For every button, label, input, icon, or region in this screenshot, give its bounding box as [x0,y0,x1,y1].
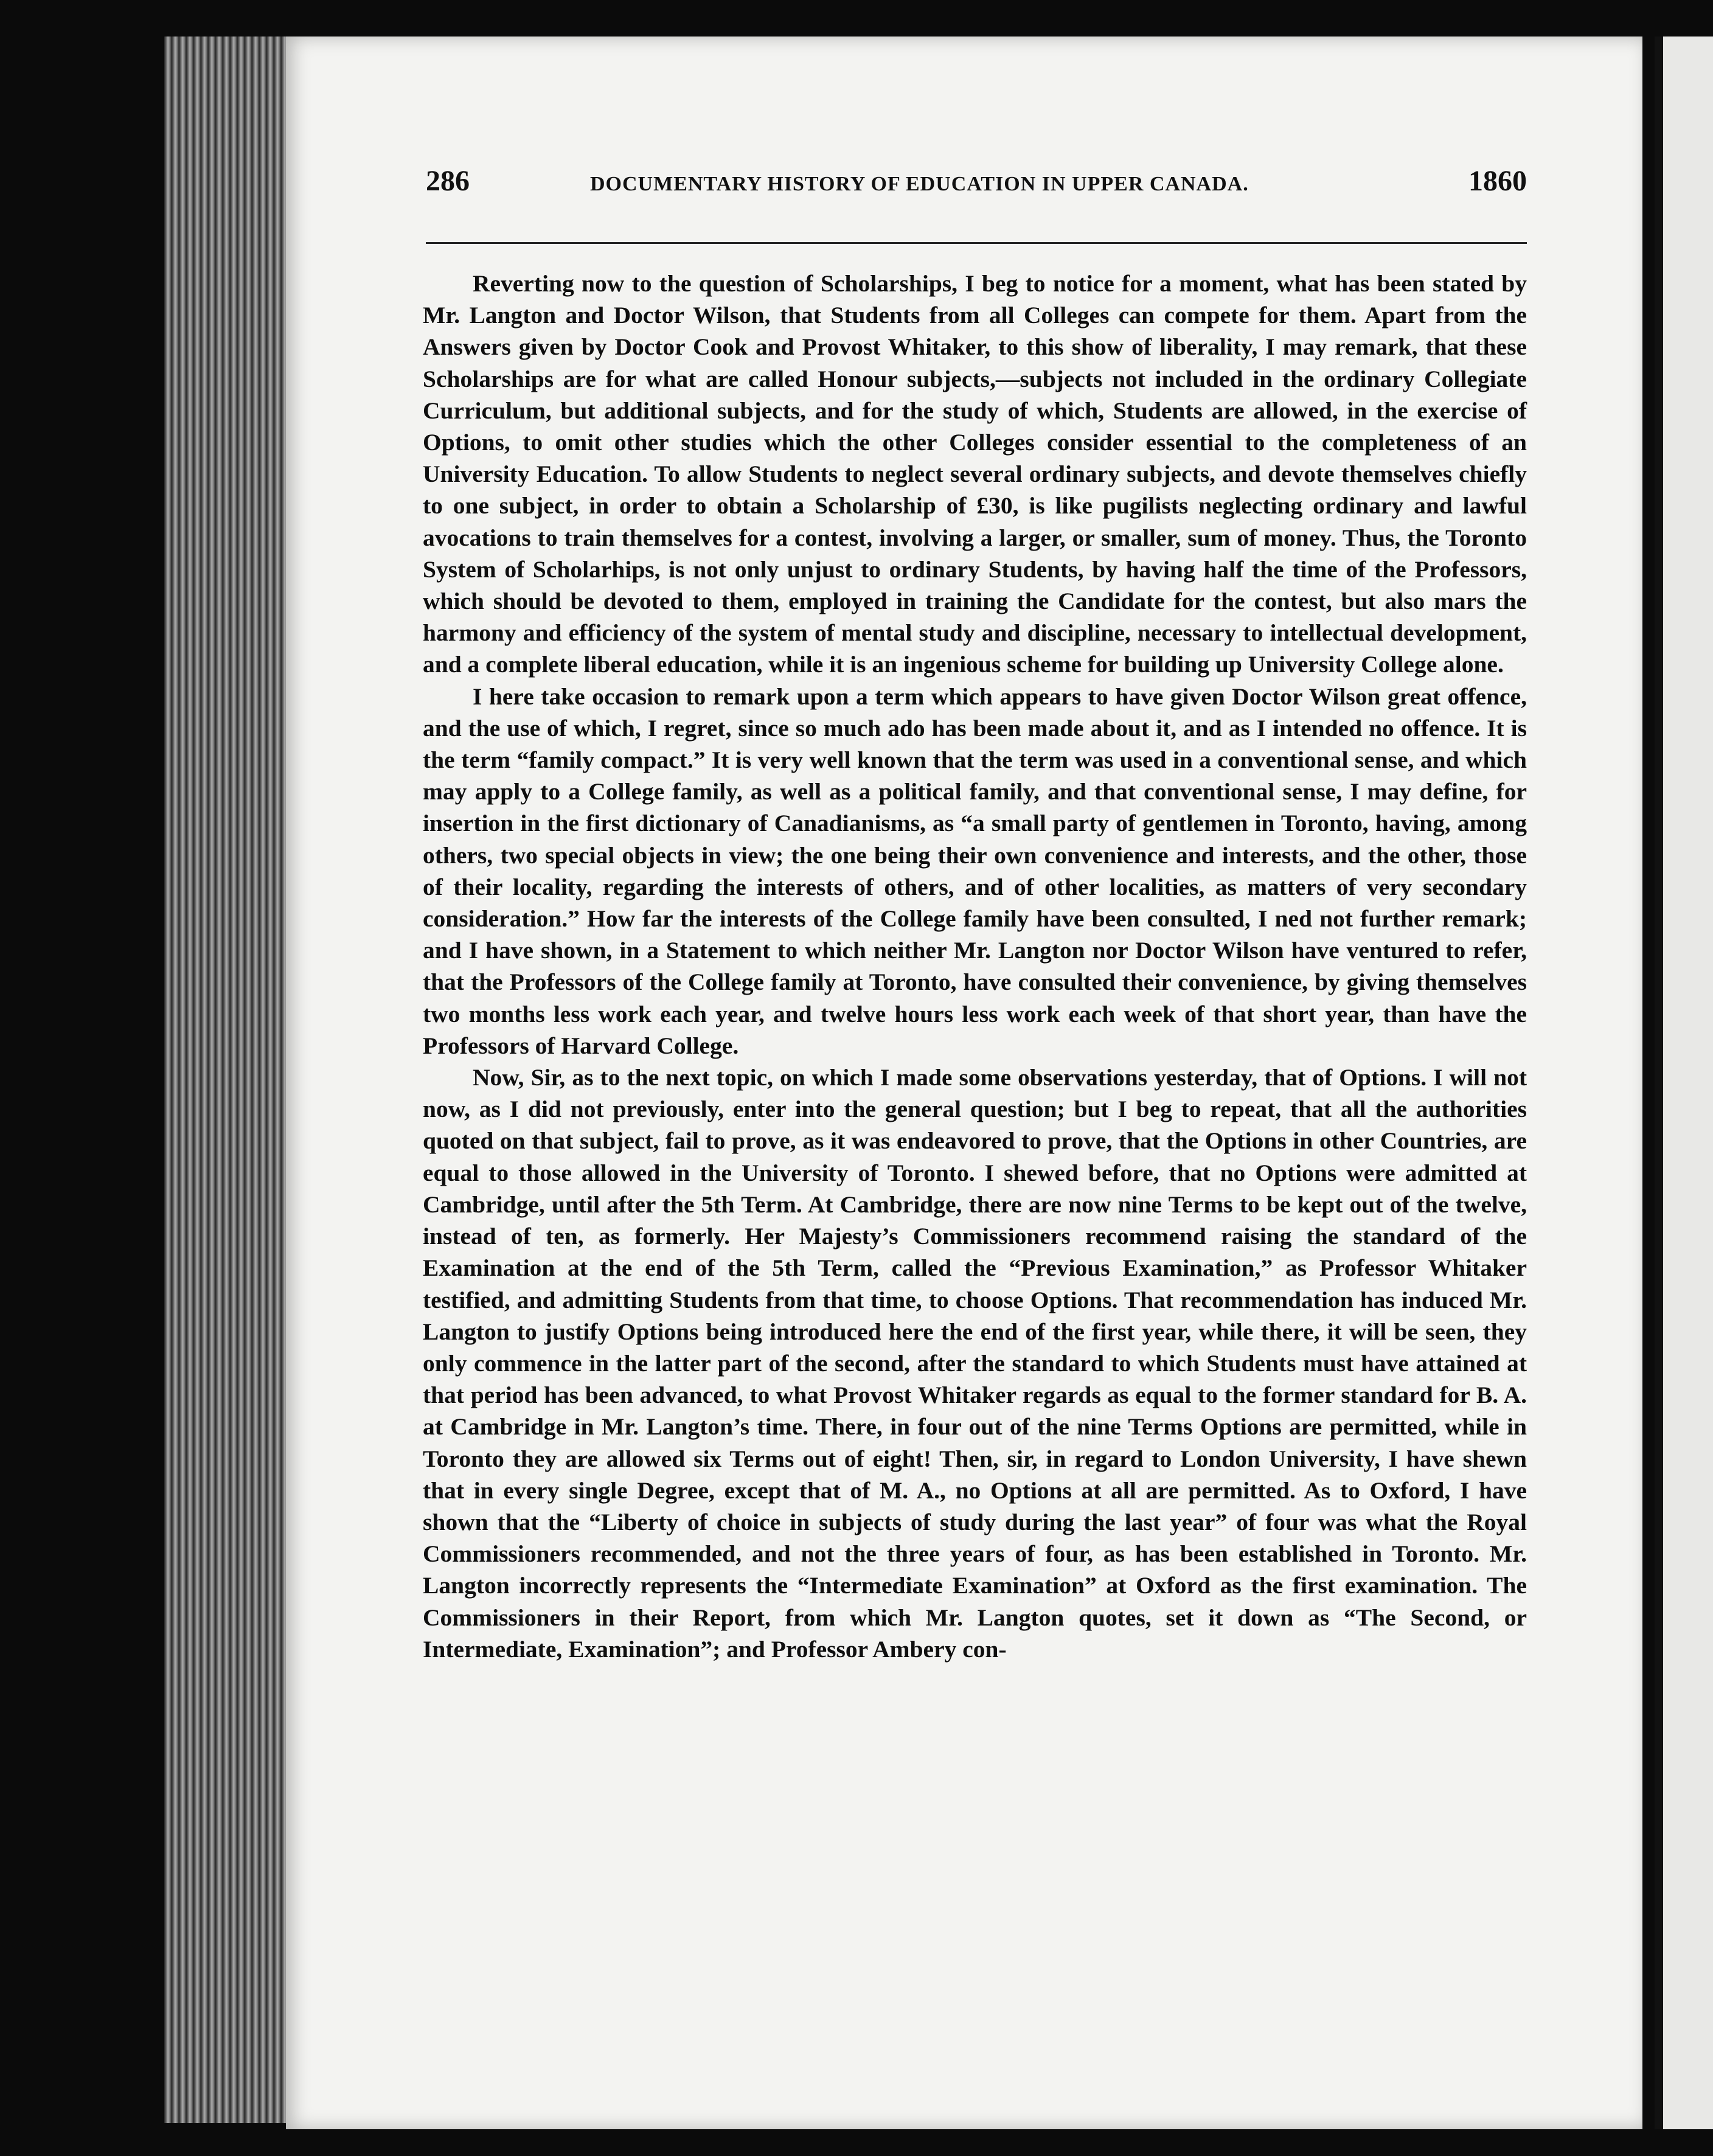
paragraph-family-compact: I here take occasion to remark upon a term which appears to have given Doctor Wilson great offence, and the use of which, I regret, since so much ado has been made about it, and as I intended no offence. It is the term “family compact.” It is very well known that the term was used in a conventional sense, and which may apply to a College family, as well as a political family, and that conventional sense, I may define, for insertion in the first dictionary of Canadianisms, as “a small party of gentlemen in Toronto, having, among others, two special objects in view; the one being their own convenience and interests, and the other, those of their locality, regarding the interests of others, and of other localities, as matters of very secondary consideration.” How far the interests of the College family have been consulted, I ned not further remark; and I have shown, in a Statement to which neither Mr. Langton nor Doctor Wilson have ventured to refer, that the Professors of the College family at Toronto, have consulted their convenience, by giving themselves two months less work each year, and twelve hours less work each week of that short year, than have the Professors of Harvard College. [423,683,1527,1059]
facing-page-edge [1655,37,1713,2129]
page-number: 286 [426,165,470,197]
paragraph-scholarships: Reverting now to the question of Scholarships, I beg to notice for a moment, what has been stated by Mr. Langton and Doctor Wilson, that Students from all Colleges can compete for them. Apart from the Answers given by Doctor Cook and Provost Whitaker, to this show of liberality, I may remark, that these Scholarships are for what are called Honour subjects,—subjects not included in the ordinary Collegiate Curriculum, but additional subjects, and for the study of which, Students are allowed, in the exercise of Options, to omit other studies which the other Colleges consider essential to the completeness of an University Education. To allow Students to neglect several ordinary subjects, and devote themselves chiefly to one subject, in order to obtain a Scholarship of £30, is like pugilists neglecting ordinary and lawful avocations to train themselves for a contest, involving a larger, or smaller, sum of money. Thus, the Toronto System of Scholarhips, is not only unjust to ordinary Students, by having half the time of the Professors, which should be devoted to them, employed in training the Candidate for the contest, but also mars the harmony and efficiency of the system of mental study and discipline, necessary to intellectual development, and a complete liberal education, while it is an ingenious scheme for building up University College alone. [423,270,1527,678]
header-year: 1860 [1468,165,1527,197]
header-rule [426,242,1527,244]
body-text [423,268,1527,1665]
running-header [426,152,1527,207]
running-title: DOCUMENTARY HISTORY OF EDUCATION IN UPPER CANADA. [590,173,1249,195]
paragraph-options: Now, Sir, as to the next topic, on which I made some observations yesterday, that of Options. I will not now, as I did not previously, enter into the general question; but I beg to repeat, that all the authorities quoted on that subject, fail to prove, as it was endeavored to prove, that the Options in other Countries, are equal to those allowed in the University of Toronto. I shewed before, that no Options were admitted at Cambridge, until after the 5th Term. At Cambridge, there are now nine Terms to be kept out of the twelve, instead of ten, as formerly. Her Majesty’s Commissioners recommend raising the standard of the Examination at the end of the 5th Term, called the “Previous Examination,” as Professor Whitaker testified, and admitting Students from that time, to choose Options. That recommendation has induced Mr. Langton to justify Options being introduced here the end of the first year, while there, it will be seen, they only commence in the latter part of the second, after the standard to which Students must have attained at that period has been advanced, to what Provost Whitaker regards as equal to the former standard for B. A. at Cambridge in Mr. Langton’s time. There, in four out of the nine Terms Options are permitted, while in Toronto they are allowed six Terms out of eight! Then, sir, in regard to London University, I have shewn that in every single Degree, except that of M. A., no Options at all are permitted. As to Oxford, I have shown that the “Liberty of choice in subjects of study during the last year” of four was what the Royal Commissioners recommended, and not the three years of four, as has been established in Toronto. Mr. Langton incorrectly represents the “Intermediate Examination” at Oxford as the first examination. The Commissioners in their Report, from which Mr. Langton quotes, set it down as “The Second, or Intermediate, Examination”; and Professor Ambery con- [423,1064,1527,1663]
